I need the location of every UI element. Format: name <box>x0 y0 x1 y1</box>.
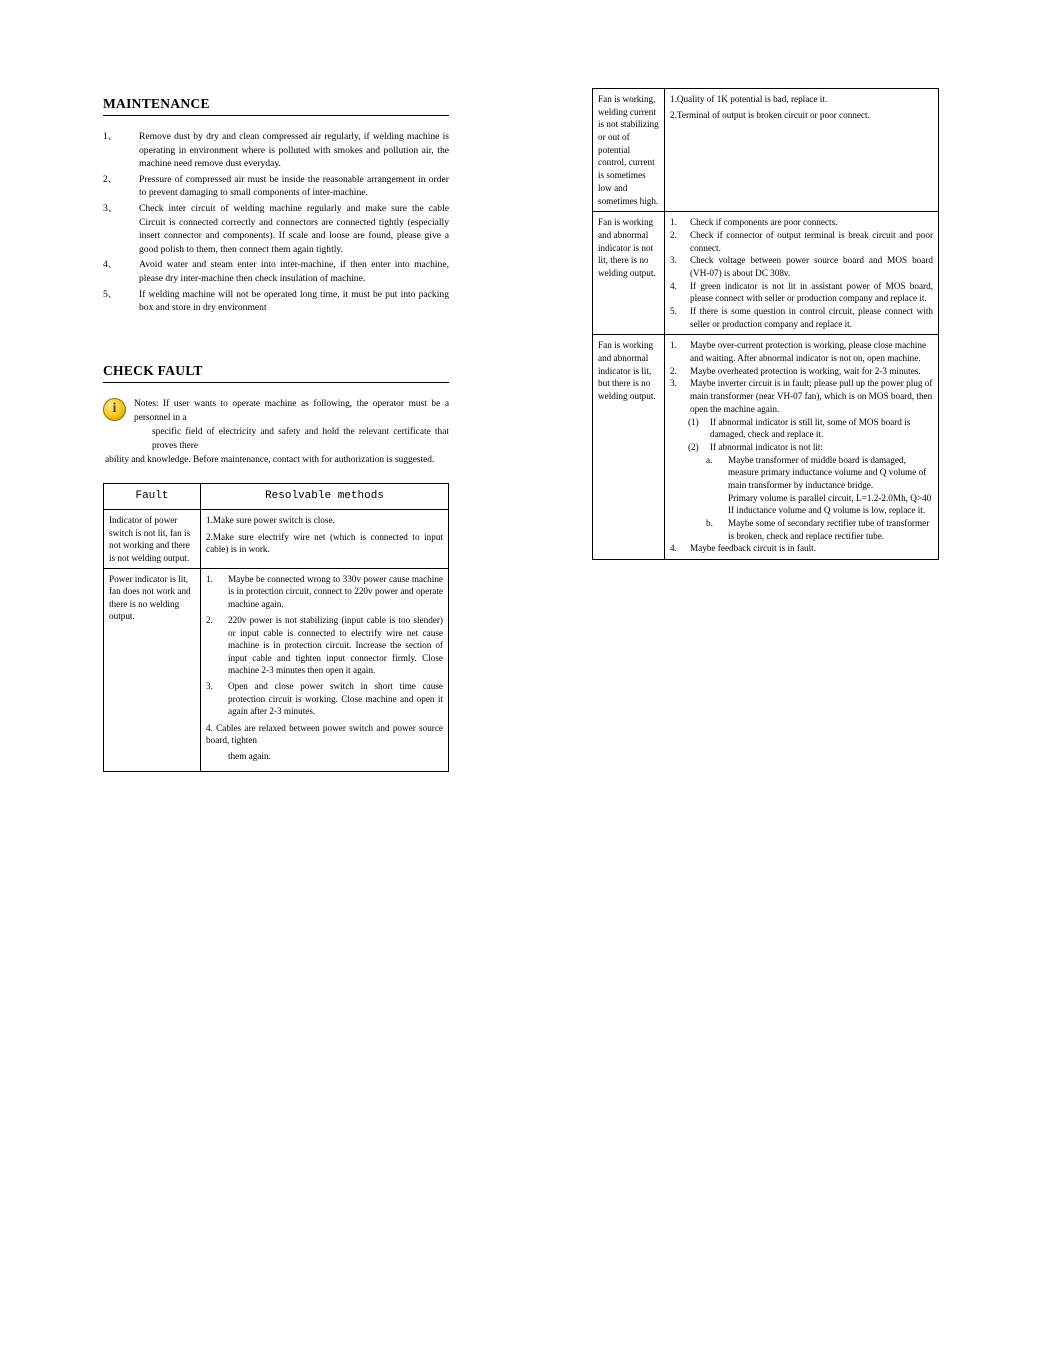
list-item <box>103 288 449 315</box>
method-line-number: 2. <box>670 229 677 240</box>
method-item-number: 3. <box>206 681 213 692</box>
method-line-number: 1. <box>670 217 677 228</box>
methods-list <box>206 514 443 555</box>
method-line <box>670 365 933 378</box>
method-item-text: 220v power is not stabilizing (input cable is too slender) or input cable is connected to electrify wire net cause machine is in protection circuit. Increase the section of input cable and tighten input connector firmly. Close machine 2-3 minutes then open it again. <box>228 615 443 675</box>
method-line-text: Check voltage between power source board and MOS board (VH-07) is about DC 308v. <box>690 255 933 278</box>
method-line <box>670 229 933 254</box>
method-item-number: 2. <box>206 615 213 626</box>
method-line-text: If there is some question in control circuit, please connect with seller or production company and replace it. <box>690 306 933 329</box>
notes-line-3: ability and knowledge. Before maintenance, contact with for authorization is suggested. <box>105 455 435 466</box>
method-line-text: Maybe transformer of middle board is damaged, measure primary inductance volume and Q volume of main transformer by inductance bridge. <box>728 454 927 490</box>
list-item <box>103 202 449 256</box>
table-row <box>593 335 939 560</box>
method-line <box>670 280 933 305</box>
method-item-text: Open and close power switch in short time cause protection circuit is working. Close machine and open it again after 2-3 minutes. <box>228 681 443 717</box>
methods-cell <box>665 212 939 335</box>
method-line <box>670 305 933 330</box>
column-header-methods: Resolvable methods <box>201 484 449 510</box>
method-line-number: a. <box>706 454 713 465</box>
list-item-number: 5、 <box>103 288 118 300</box>
list-item-text: Check inter circuit of welding machine regularly and make sure the cable Circuit is connected correctly and connectors are connected tightly (especially insert connector and components). If scale and loose are found, please give a good polish to them, then connect them again tightly. <box>139 203 449 255</box>
method-line-text: Check if connector of output terminal is break circuit and poor connect. <box>690 229 933 253</box>
method-line-number: 5. <box>670 306 677 316</box>
method-line-number: 3. <box>670 378 677 389</box>
list-item-text: If welding machine will not be operated long time, it must be put into packing box and store in dry environment <box>139 288 449 314</box>
method-line-number: 3. <box>670 255 677 266</box>
method-line <box>706 504 933 517</box>
list-item <box>103 173 449 200</box>
table-row <box>593 212 939 335</box>
method-line <box>670 254 933 279</box>
list-item-number: 4、 <box>103 259 118 271</box>
list-item-number: 3、 <box>103 203 118 215</box>
left-column <box>103 96 449 772</box>
method-line-text: Maybe some of secondary rectifier tube of transformer is broken, check and replace rectifier tube. <box>728 518 930 541</box>
method-item: 1.Make sure power switch is close. <box>206 515 335 526</box>
method-line-number: 2. <box>670 365 677 376</box>
method-line-text: Check if components are poor connects. <box>690 217 838 228</box>
column-header-fault: Fault <box>104 484 201 510</box>
fault-table-left <box>103 483 449 771</box>
list-item <box>103 258 449 285</box>
method-line-text: If abnormal indicator is still lit, some of MOS board is damaged, check and replace it. <box>710 416 911 440</box>
notes-line-2: specific field of electricity and safety and hold the relevant certificate that proves there <box>152 427 449 452</box>
method-line-text: If inductance volume and Q volume is low, replace it. <box>728 505 926 516</box>
list-item-text: Pressure of compressed air must be inside the reasonable arrangement in order to prevent damaging to small components of inter-machine. <box>139 173 449 199</box>
list-item-number: 1、 <box>103 131 118 142</box>
fault-table-right <box>592 88 939 560</box>
methods-cell <box>201 510 449 569</box>
notes-text <box>105 397 449 468</box>
table-row <box>104 569 449 772</box>
method-line <box>670 542 933 555</box>
method-item: 4. Cables are relaxed between power switch and power source board, tighten <box>206 722 443 746</box>
method-item: 2.Make sure electrify wire net (which is connected to input cable) is in work. <box>206 531 443 555</box>
methods-cell <box>201 569 449 772</box>
method-line-text: If green indicator is not lit in assistant power of MOS board, please connect with seller or production company and replace it. <box>690 280 933 304</box>
table-row <box>593 89 939 212</box>
method-line <box>706 517 933 542</box>
method-item <box>206 680 443 717</box>
method-item: them again. <box>228 751 271 762</box>
check-fault-heading: CHECK FAULT <box>103 362 203 378</box>
method-line <box>670 216 933 229</box>
method-line: 2.Terminal of output is broken circuit or poor connect. <box>670 109 870 120</box>
method-line-number: (2) <box>688 441 699 452</box>
method-line <box>670 377 933 415</box>
method-line <box>688 416 933 441</box>
method-item <box>206 573 443 610</box>
check-fault-heading-rule <box>103 382 449 383</box>
list-item-text: Remove dust by dry and clean compressed air regularly, if welding machine is operating in environment where is polluted with smokes and pollution air, the machine need remove dust everyday. <box>139 131 449 170</box>
method-line <box>706 454 933 492</box>
fault-cell: Fan is working and abnormal indicator is not lit, there is no welding output. <box>593 212 665 335</box>
info-icon: i <box>103 398 126 421</box>
methods-cell <box>665 89 939 212</box>
method-line-text: If abnormal indicator is not lit: <box>710 441 824 452</box>
methods-list <box>206 573 443 763</box>
method-item-number: 1. <box>206 574 213 584</box>
methods-cell <box>665 335 939 560</box>
method-line-number: 4. <box>670 543 677 554</box>
notes-line-1: Notes: If user wants to operate machine as following, the operator must be a personnel in a <box>134 398 449 424</box>
method-line-number: (1) <box>688 416 699 427</box>
method-line <box>706 492 933 505</box>
method-line <box>670 339 933 364</box>
method-line-text: Maybe over-current protection is working, please close machine and waiting. After abnormal indicator is not on, open machine. <box>690 340 927 364</box>
method-line-text: Primary volume is parallel circuit, L=1.2-2.0Mh, Q>40 <box>728 492 932 503</box>
method-line-number: b. <box>706 518 713 528</box>
notes-block <box>103 397 449 468</box>
fault-cell: Indicator of power switch is not lit, fan is not working and there is not welding output. <box>104 510 201 569</box>
list-item <box>103 130 449 171</box>
method-item-text: Maybe be connected wrong to 330v power cause machine is in protection circuit, connect to 220v power and operate machine again. <box>228 574 443 609</box>
method-line-text: Maybe feedback circuit is in fault. <box>690 543 817 554</box>
fault-cell: Power indicator is lit, fan does not work and there is no welding output. <box>104 569 201 772</box>
table-header-row <box>104 484 449 510</box>
fault-cell: Fan is working and abnormal indicator is lit, but there is no welding output. <box>593 335 665 560</box>
method-line: 1.Quality of 1K potential is bad, replace it. <box>670 94 828 104</box>
maintenance-heading-rule <box>103 115 449 116</box>
right-column <box>592 88 939 560</box>
method-line-text: Maybe inverter circuit is in fault; please pull up the power plug of main transformer (near VH-07 fan), which is on MOS board, then open the machine again. <box>690 378 933 414</box>
method-line-text: Maybe overheated protection is working, wait for 2-3 minutes. <box>690 365 921 376</box>
method-line-number: 1. <box>670 340 677 351</box>
table-row <box>104 510 449 569</box>
list-item-text: Avoid water and steam enter into inter-machine, if then enter into machine, please dry inter-machine then check insulation of machine. <box>139 259 449 285</box>
maintenance-heading: MAINTENANCE <box>103 96 210 111</box>
fault-cell: Fan is working, welding current is not stabilizing or out of potential control, current is sometimes low and sometimes high. <box>593 89 665 212</box>
maintenance-list <box>103 130 449 315</box>
method-line-number: 4. <box>670 280 677 291</box>
list-item-number: 2、 <box>103 173 118 185</box>
method-line <box>688 441 933 454</box>
method-item <box>206 614 443 676</box>
